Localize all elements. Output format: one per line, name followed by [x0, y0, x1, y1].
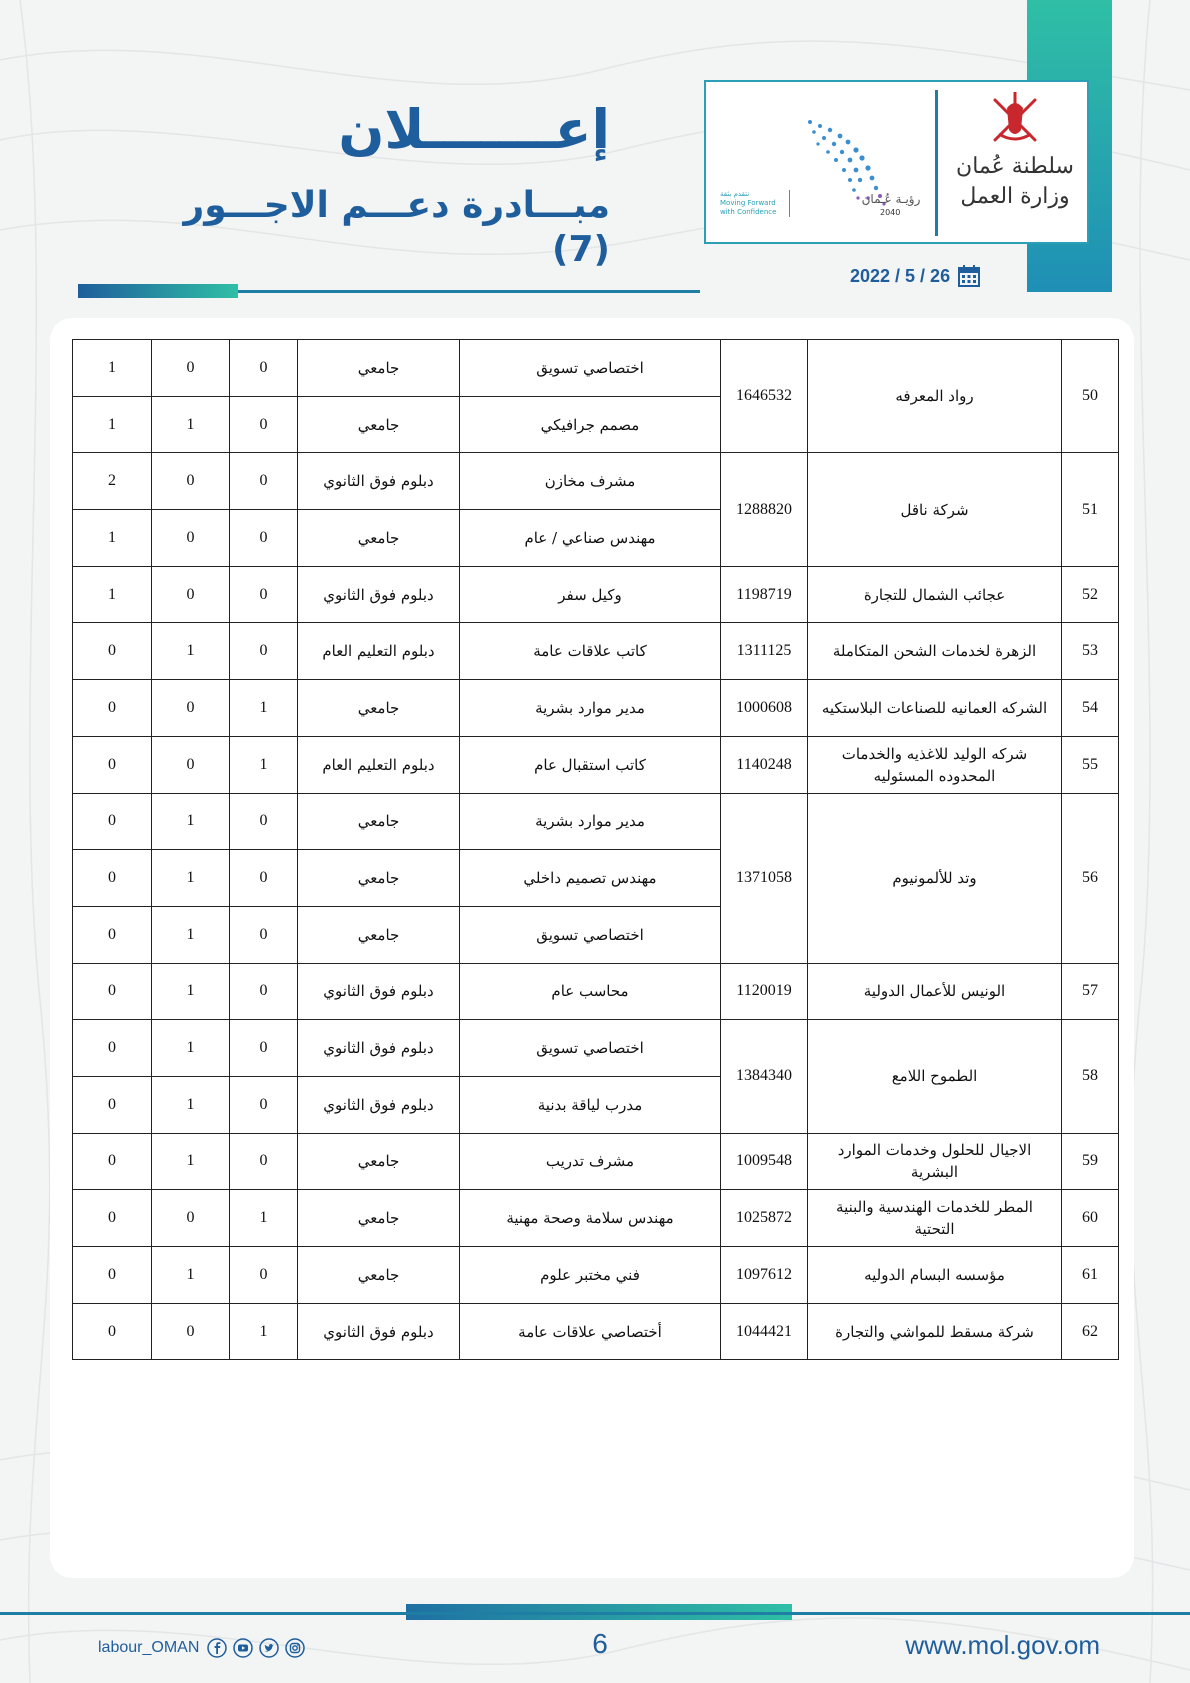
cell-count-1: 0 [230, 453, 298, 510]
cell-job-title: وكيل سفر [460, 566, 721, 623]
cell-cr-number: 1371058 [721, 793, 808, 963]
cell-count-2: 1 [152, 623, 230, 680]
cell-qualification: دبلوم فوق الثانوي [298, 1020, 460, 1077]
cell-number: 61 [1062, 1247, 1119, 1304]
cell-job-title: مهندس سلامة وصحة مهنية [460, 1190, 721, 1247]
cell-count-2: 1 [152, 793, 230, 850]
cell-company: عجائب الشمال للتجارة [808, 566, 1062, 623]
cell-count-1: 0 [230, 850, 298, 907]
cell-count-3: 1 [73, 340, 152, 397]
cell-count-2: 1 [152, 850, 230, 907]
cell-count-2: 1 [152, 396, 230, 453]
cell-company: مؤسسه البسام الدوليه [808, 1247, 1062, 1304]
cell-count-2: 1 [152, 1020, 230, 1077]
cell-count-2: 0 [152, 1190, 230, 1247]
cell-company: الطموح اللامع [808, 1020, 1062, 1133]
moving-forward-text [720, 190, 790, 217]
cell-qualification: جامعي [298, 340, 460, 397]
cell-count-1: 0 [230, 510, 298, 567]
cell-cr-number: 1009548 [721, 1133, 808, 1190]
cell-count-3: 0 [73, 963, 152, 1020]
cell-number: 50 [1062, 340, 1119, 453]
cell-qualification: دبلوم التعليم العام [298, 736, 460, 793]
cell-company: شركة مسقط للمواشي والتجارة [808, 1303, 1062, 1360]
logo-divider [935, 90, 938, 236]
content-card [50, 318, 1134, 1578]
cell-qualification: جامعي [298, 396, 460, 453]
cell-cr-number: 1025872 [721, 1190, 808, 1247]
cell-company: الشركه العمانيه للصناعات البلاستكيه [808, 680, 1062, 737]
cell-number: 56 [1062, 793, 1119, 963]
table-row [73, 566, 1119, 623]
cell-count-3: 0 [73, 1247, 152, 1304]
cell-cr-number: 1000608 [721, 680, 808, 737]
cell-job-title: أختصاصي علاقات عامة [460, 1303, 721, 1360]
twitter-icon[interactable] [259, 1638, 279, 1658]
cell-count-3: 1 [73, 510, 152, 567]
ministry-logo [946, 90, 1084, 238]
cell-number: 59 [1062, 1133, 1119, 1190]
cell-count-2: 1 [152, 906, 230, 963]
cell-job-title: كاتب استقبال عام [460, 736, 721, 793]
table-row [73, 680, 1119, 737]
cell-count-1: 0 [230, 1247, 298, 1304]
vision-text: رؤيـة عُـمان [861, 192, 921, 206]
table-row [73, 340, 1119, 397]
instagram-icon[interactable] [285, 1638, 305, 1658]
cell-count-1: 0 [230, 1020, 298, 1077]
cell-count-2: 1 [152, 963, 230, 1020]
table-row [73, 1133, 1119, 1190]
title-rule-accent [78, 284, 238, 298]
logo-box [704, 80, 1089, 244]
cell-job-title: مدير موارد بشرية [460, 680, 721, 737]
cell-company: الاجيال للحلول وخدمات الموارد البشرية [808, 1133, 1062, 1190]
oman-emblem-icon [985, 90, 1045, 148]
cell-count-3: 0 [73, 1303, 152, 1360]
cell-qualification: جامعي [298, 793, 460, 850]
social-links [98, 1636, 305, 1660]
cell-count-3: 1 [73, 566, 152, 623]
table-row [73, 963, 1119, 1020]
cell-count-3: 0 [73, 1190, 152, 1247]
cell-company: الونيس للأعمال الدولية [808, 963, 1062, 1020]
cell-company: شركة ناقل [808, 453, 1062, 566]
cell-job-title: مدير موارد بشرية [460, 793, 721, 850]
cell-number: 52 [1062, 566, 1119, 623]
cell-job-title: مصمم جرافيكي [460, 396, 721, 453]
cell-cr-number: 1288820 [721, 453, 808, 566]
cell-count-3: 0 [73, 906, 152, 963]
jobs-table [72, 339, 1119, 1360]
cell-count-3: 0 [73, 736, 152, 793]
cell-job-title: مشرف مخازن [460, 453, 721, 510]
cell-job-title: مدرب لياقة بدنية [460, 1076, 721, 1133]
cell-qualification: دبلوم فوق الثانوي [298, 453, 460, 510]
cell-job-title: مهندس تصميم داخلي [460, 850, 721, 907]
website-link[interactable]: www.mol.gov.om [905, 1630, 1100, 1660]
page-number: 6 [592, 1628, 608, 1659]
cell-count-3: 0 [73, 793, 152, 850]
cell-number: 55 [1062, 736, 1119, 793]
table-row [73, 623, 1119, 680]
cell-count-2: 0 [152, 340, 230, 397]
cell-count-3: 0 [73, 1076, 152, 1133]
vision-2040-logo [720, 112, 930, 232]
cell-count-1: 0 [230, 793, 298, 850]
cell-count-3: 0 [73, 850, 152, 907]
table-row [73, 1190, 1119, 1247]
cell-qualification: دبلوم فوق الثانوي [298, 1303, 460, 1360]
cell-qualification: دبلوم فوق الثانوي [298, 566, 460, 623]
cell-qualification: دبلوم فوق الثانوي [298, 963, 460, 1020]
cell-qualification: جامعي [298, 1190, 460, 1247]
cell-count-3: 0 [73, 680, 152, 737]
cell-count-1: 0 [230, 1076, 298, 1133]
cell-count-2: 0 [152, 680, 230, 737]
ministry-line2: وزارة العمل [960, 184, 1070, 209]
cell-qualification: دبلوم فوق الثانوي [298, 1076, 460, 1133]
cell-number: 58 [1062, 1020, 1119, 1133]
cell-qualification: جامعي [298, 680, 460, 737]
cell-count-2: 1 [152, 1247, 230, 1304]
cell-company: شركه الوليد للاغذيه والخدمات المحدوده المسئوليه [808, 736, 1062, 793]
cell-count-2: 1 [152, 1133, 230, 1190]
cell-qualification: جامعي [298, 850, 460, 907]
cell-count-1: 1 [230, 736, 298, 793]
cell-job-title: اختصاصي تسويق [460, 906, 721, 963]
date-text: 2022 / 5 / 26 [850, 265, 951, 286]
cell-qualification: جامعي [298, 1133, 460, 1190]
cell-count-1: 1 [230, 1303, 298, 1360]
table-row [73, 736, 1119, 793]
cell-count-1: 0 [230, 340, 298, 397]
cell-job-title: مهندس صناعي / عام [460, 510, 721, 567]
footer-rule [0, 1612, 1190, 1615]
cell-count-3: 0 [73, 623, 152, 680]
cell-count-3: 0 [73, 1020, 152, 1077]
social-handle[interactable]: labour_OMAN [98, 1639, 200, 1656]
cell-number: 51 [1062, 453, 1119, 566]
title-rule [238, 290, 700, 293]
cell-company: وتد للألمونيوم [808, 793, 1062, 963]
calendar-icon [958, 265, 980, 287]
cell-count-3: 0 [73, 1133, 152, 1190]
cell-company: الزهرة لخدمات الشحن المتكاملة [808, 623, 1062, 680]
ministry-name [956, 152, 1074, 212]
cell-count-2: 0 [152, 1303, 230, 1360]
cell-count-2: 0 [152, 453, 230, 510]
ministry-line1: سلطنة عُمان [956, 154, 1074, 179]
cell-count-2: 1 [152, 1076, 230, 1133]
cell-job-title: كاتب علاقات عامة [460, 623, 721, 680]
cell-cr-number: 1646532 [721, 340, 808, 453]
cell-number: 54 [1062, 680, 1119, 737]
cell-cr-number: 1384340 [721, 1020, 808, 1133]
cell-cr-number: 1097612 [721, 1247, 808, 1304]
table-row [73, 793, 1119, 850]
cell-count-1: 0 [230, 566, 298, 623]
vision-year: 2040 [880, 208, 901, 217]
cell-job-title: اختصاصي تسويق [460, 340, 721, 397]
cell-qualification: جامعي [298, 1247, 460, 1304]
moving-ar: نتقدم بثقة [720, 190, 750, 198]
cell-number: 53 [1062, 623, 1119, 680]
cell-qualification: دبلوم التعليم العام [298, 623, 460, 680]
cell-count-2: 0 [152, 736, 230, 793]
table-row [73, 453, 1119, 510]
cell-job-title: فني مختبر علوم [460, 1247, 721, 1304]
moving-en1: Moving Forward [720, 199, 776, 207]
cell-job-title: محاسب عام [460, 963, 721, 1020]
cell-job-title: اختصاصي تسويق [460, 1020, 721, 1077]
table-row [73, 1020, 1119, 1077]
cell-qualification: جامعي [298, 510, 460, 567]
announcement-date [850, 264, 980, 288]
cell-count-1: 0 [230, 1133, 298, 1190]
cell-company: رواد المعرفه [808, 340, 1062, 453]
cell-count-1: 0 [230, 396, 298, 453]
page-title: إعـــــــلان [338, 98, 610, 161]
cell-count-1: 0 [230, 623, 298, 680]
cell-cr-number: 1044421 [721, 1303, 808, 1360]
cell-company: المطر للخدمات الهندسية والبنية التحتية [808, 1190, 1062, 1247]
cell-qualification: جامعي [298, 906, 460, 963]
page-subtitle: مبـــادرة دعـــم الاجـــور (7) [183, 185, 610, 270]
cell-count-2: 0 [152, 510, 230, 567]
cell-number: 62 [1062, 1303, 1119, 1360]
youtube-icon[interactable] [233, 1638, 253, 1658]
cell-cr-number: 1311125 [721, 623, 808, 680]
cell-cr-number: 1120019 [721, 963, 808, 1020]
cell-number: 60 [1062, 1190, 1119, 1247]
table-body [73, 340, 1119, 1360]
cell-count-1: 0 [230, 906, 298, 963]
table-row [73, 1247, 1119, 1304]
cell-count-1: 1 [230, 1190, 298, 1247]
cell-count-3: 1 [73, 396, 152, 453]
cell-cr-number: 1198719 [721, 566, 808, 623]
table-row [73, 1303, 1119, 1360]
cell-count-2: 0 [152, 566, 230, 623]
cell-count-1: 0 [230, 963, 298, 1020]
cell-cr-number: 1140248 [721, 736, 808, 793]
cell-count-3: 2 [73, 453, 152, 510]
moving-en2: with Confidence [720, 208, 777, 216]
cell-job-title: مشرف تدريب [460, 1133, 721, 1190]
cell-number: 57 [1062, 963, 1119, 1020]
facebook-icon[interactable] [207, 1638, 227, 1658]
cell-count-1: 1 [230, 680, 298, 737]
